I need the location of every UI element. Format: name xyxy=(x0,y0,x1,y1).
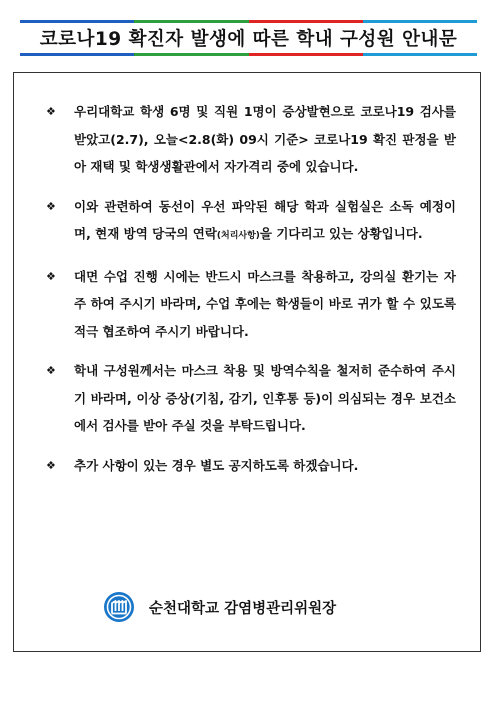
diamond-bullet-icon: ❖ xyxy=(46,458,56,472)
diamond-bullet-icon: ❖ xyxy=(46,199,56,213)
title-bottom-bar xyxy=(20,53,477,56)
notice-text-part: 을 기다리고 있는 상황입니다. xyxy=(259,226,423,241)
signature-footer xyxy=(103,590,336,624)
bar-segment-red xyxy=(249,53,363,56)
title-banner xyxy=(20,20,477,56)
notice-item xyxy=(46,357,456,440)
page-title: 코로나19 확진자 발생에 따른 학내 구성원 안내문 xyxy=(39,29,458,50)
notice-list xyxy=(46,98,456,491)
bar-segment-blue xyxy=(20,53,134,56)
notice-box xyxy=(13,72,481,652)
university-emblem-icon xyxy=(103,591,135,623)
diamond-bullet-icon: ❖ xyxy=(46,269,56,283)
notice-text: 우리대학교 학생 6명 및 직원 1명이 증상발현으로 코로나19 검사를 받았고(2.7), 오늘<2.8(화) 09시 기준> 코로나19 확진 판정을 받아 재택 및 학생생활관에서 자가격리 중에 있습니다. xyxy=(74,104,456,174)
notice-text-small: (처리사항) xyxy=(216,231,260,241)
notice-text: 추가 사항이 있는 경우 별도 공지하도록 하겠습니다. xyxy=(74,457,359,473)
notice-item xyxy=(46,452,456,480)
diamond-bullet-icon: ❖ xyxy=(46,364,56,377)
notice-item xyxy=(46,193,456,251)
notice-item xyxy=(46,263,456,346)
bar-segment-cyan xyxy=(363,53,477,56)
notice-text-part: 이와 관련하여 동선이 우선 파악된 해당 학과 실험실은 소독 예정이며, 현재 방역 당국의 연락 xyxy=(74,198,456,241)
bar-segment-green xyxy=(134,53,248,56)
organization-name: 순천대학교 감염병관리위원장 xyxy=(149,600,337,617)
notice-item xyxy=(46,98,456,181)
notice-text xyxy=(74,199,456,242)
notice-text: 학내 구성원께서는 마스크 착용 및 방역수칙을 철저히 준수하여 주시기 바라며, 이상 증상(기침, 감기, 인후통 등)이 의심되는 경우 보건소에서 검사를 받아 주실 것을 부탁드립니다. xyxy=(74,363,456,433)
notice-text: 대면 수업 진행 시에는 반드시 마스크를 착용하고, 강의실 환기는 자주 하여 주시기 바라며, 수업 후에는 학생들이 바로 귀가 할 수 있도록 적극 협조하여 주시기 바랍니다. xyxy=(74,268,456,339)
diamond-bullet-icon: ❖ xyxy=(46,105,56,118)
